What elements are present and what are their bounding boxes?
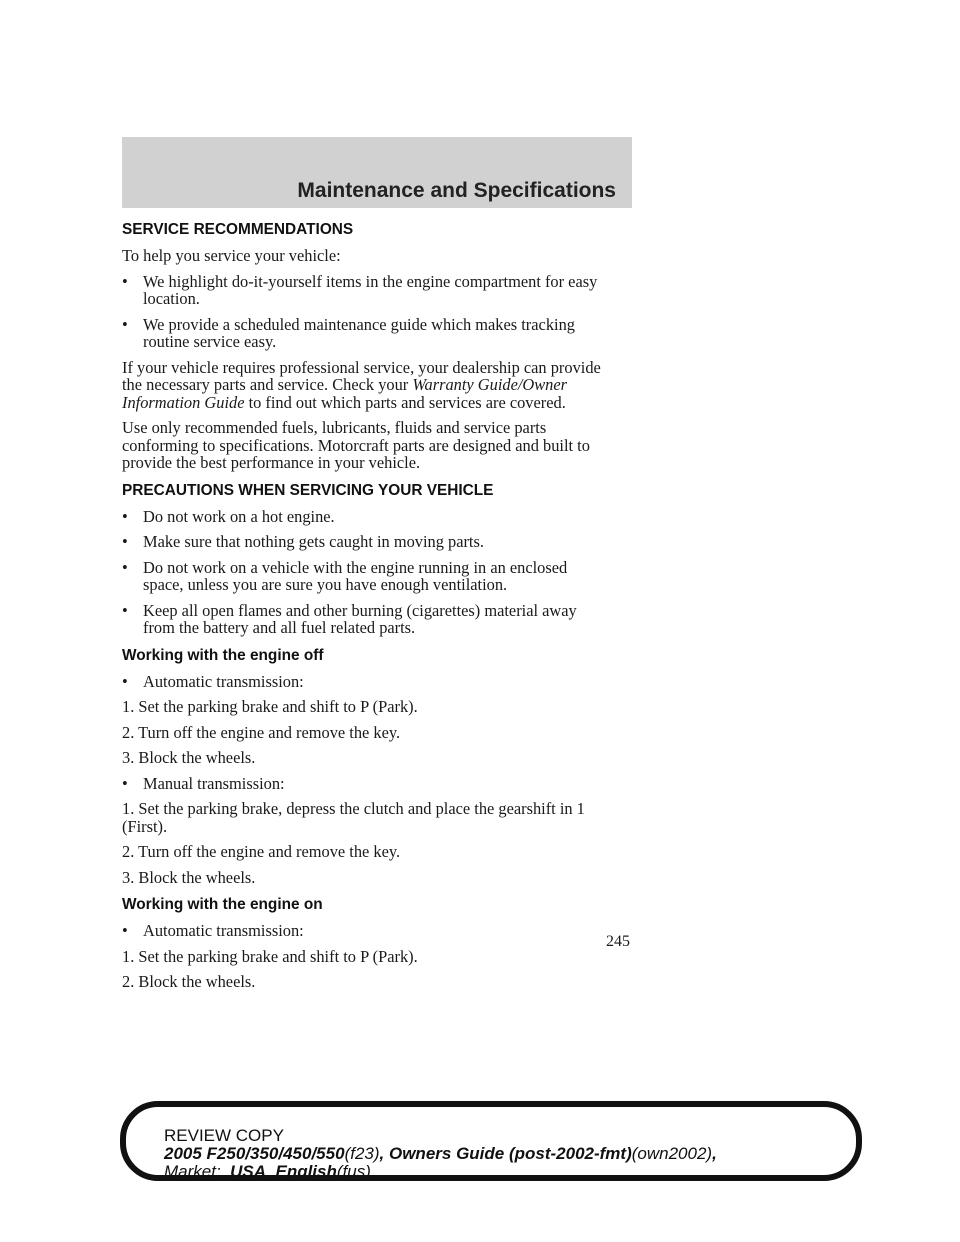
footer-market-line: Market: USA_English(fus) <box>164 1162 371 1181</box>
review-copy-footer <box>164 1127 717 1181</box>
review-copy-label: REVIEW COPY <box>164 1126 284 1145</box>
intro-paragraph: To help you service your vehicle: <box>122 246 341 265</box>
list-item: • We highlight do-it-yourself items in the engine compartment for easy location. <box>122 271 598 308</box>
page-content <box>122 221 642 999</box>
bullet-icon: • <box>122 921 128 940</box>
list-item: • Make sure that nothing gets caught in moving parts. <box>122 532 484 551</box>
heading-engine-off: Working with the engine off <box>122 646 324 664</box>
step-item: 2. Turn off the engine and remove the key. <box>122 722 401 742</box>
bullet-icon: • <box>122 271 128 291</box>
page-number: 245 <box>606 933 630 950</box>
bullet-icon: • <box>122 773 128 793</box>
step-item: 1. Set the parking brake and shift to P (Park). <box>122 946 418 966</box>
professional-service-paragraph: If your vehicle requires professional service, your dealership can provide the necessary parts and service. Check your Warranty Guide/Owner Information Guide to find out which parts and services are covered. <box>122 357 601 412</box>
heading-engine-on: Working with the engine on <box>122 896 323 913</box>
step-item: 3. Block the wheels. <box>122 748 256 767</box>
list-item: • Manual transmission: <box>122 773 285 793</box>
bullet-icon: • <box>122 671 128 691</box>
step-item: 3. Block the wheels. <box>122 867 256 887</box>
bullet-icon: • <box>122 557 128 577</box>
list-item: • Do not work on a hot engine. <box>122 506 335 526</box>
step-item: 1. Set the parking brake and shift to P (Park). <box>122 697 418 716</box>
heading-service-recommendations: SERVICE RECOMMENDATIONS <box>122 221 354 238</box>
heading-precautions: PRECAUTIONS WHEN SERVICING YOUR VEHICLE <box>122 481 494 499</box>
list-item: • Automatic transmission: <box>122 921 304 940</box>
bullet-icon: • <box>122 506 128 526</box>
bullet-icon: • <box>122 532 128 551</box>
warranty-guide-title: Warranty Guide/Owner <box>412 375 568 394</box>
footer-model-line: 2005 F250/350/450/550(f23), Owners Guide (post-2002-fmt)(own2002), <box>164 1144 717 1163</box>
step-item: 2. Block the wheels. <box>122 972 256 991</box>
list-item: • Automatic transmission: <box>122 671 304 691</box>
list-item: • Keep all open flames and other burning (cigarettes) material away from the battery and all fuel related parts. <box>122 600 577 637</box>
step-item: 2. Turn off the engine and remove the key. <box>122 842 401 861</box>
recommended-parts-paragraph: Use only recommended fuels, lubricants, fluids and service parts conforming to specifications. Motorcraft parts are designed and built to provide the best performance in your vehicle. <box>122 418 590 472</box>
step-item: 1. Set the parking brake, depress the clutch and place the gearshift in 1 (First). <box>122 799 585 836</box>
section-title: Maintenance and Specifications <box>297 179 616 202</box>
list-item: • Do not work on a vehicle with the engine running in an enclosed space, unless you are sure you have enough ventilation. <box>122 557 568 594</box>
section-header-band <box>122 137 632 208</box>
list-item: • We provide a scheduled maintenance guide which makes tracking routine service easy. <box>122 314 575 351</box>
bullet-icon: • <box>122 314 128 334</box>
information-guide-title: Information Guide <box>122 392 245 412</box>
bullet-icon: • <box>122 600 128 620</box>
